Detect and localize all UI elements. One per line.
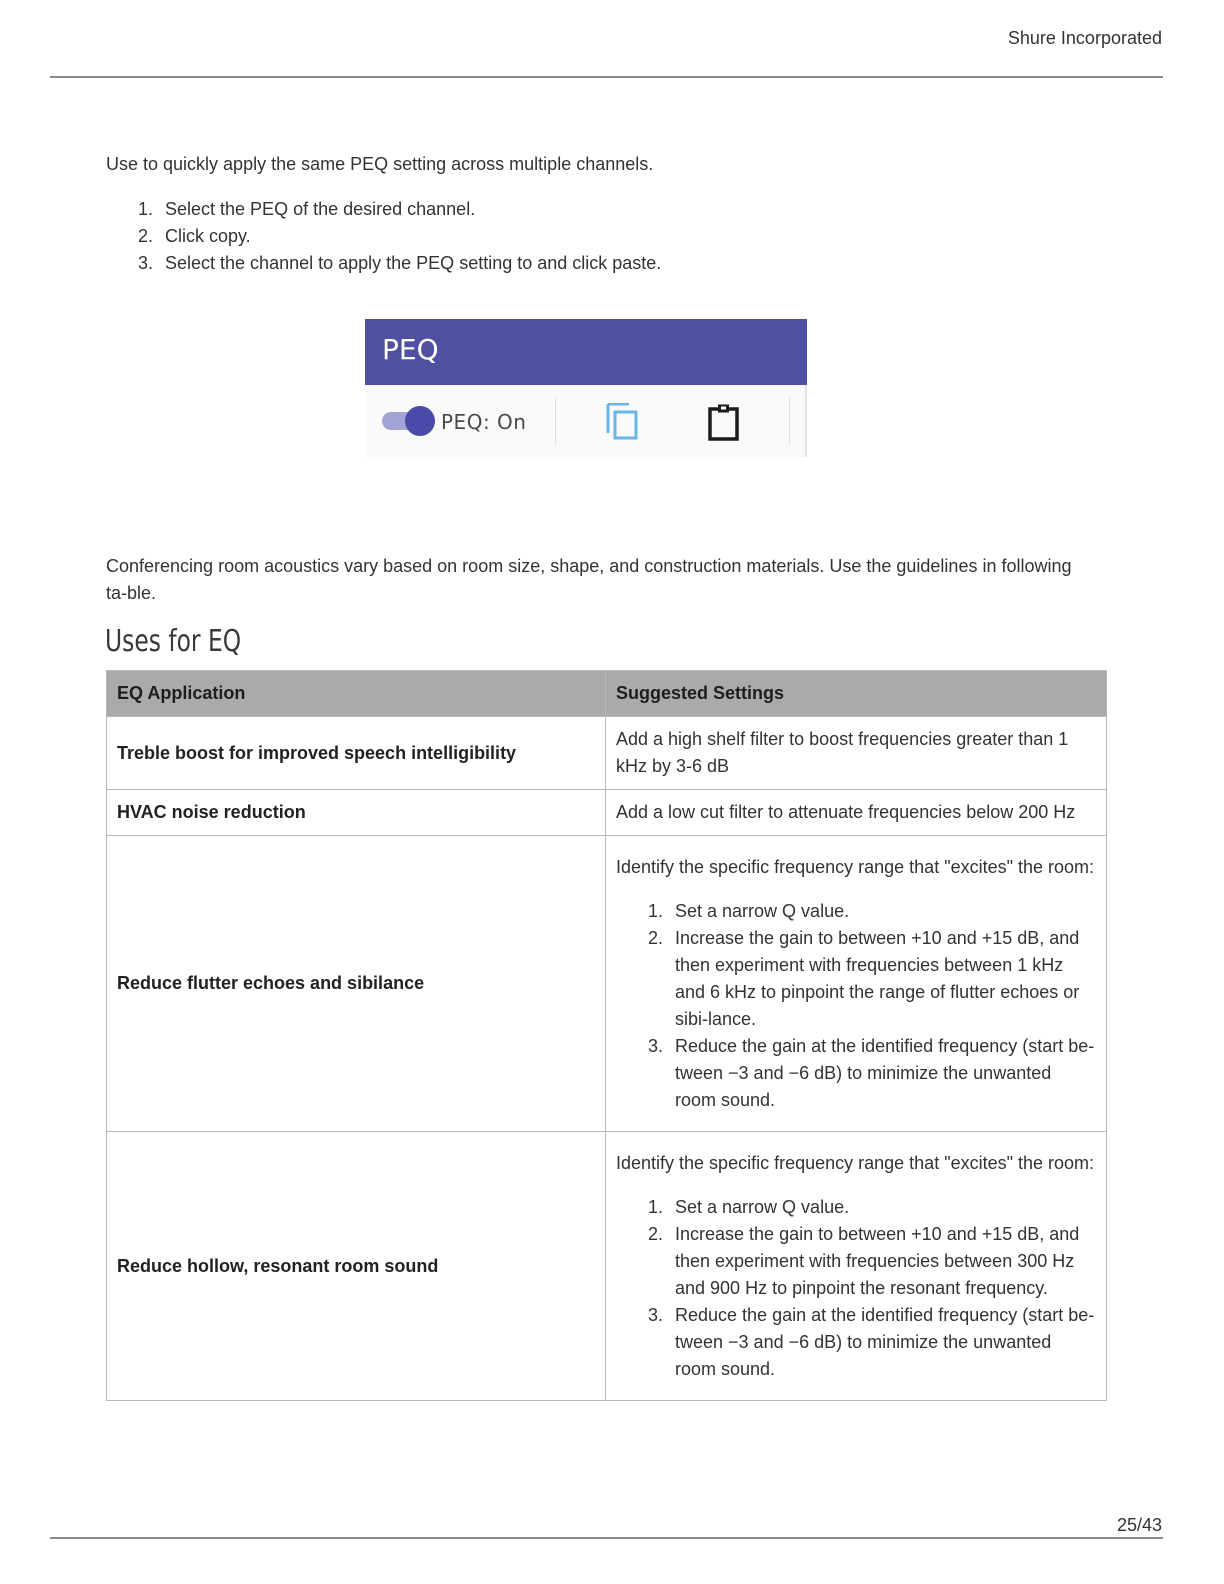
suggested-settings-cell: Add a high shelf filter to boost frequencies greater than 1 kHz by 3-6 dB: [606, 717, 1107, 790]
list-item: 2. Increase the gain to between +10 and +15 dB, and then experiment with frequencies between 300 Hz and 900 Hz to pinpoint the resonant frequency.: [648, 1223, 1080, 1298]
peq-header-bar: [365, 319, 807, 385]
peq-state-label: PEQ: On: [441, 410, 527, 434]
list-item: 3. Reduce the gain at the identified frequency (start be-tween −3 and −6 dB) to minimize the unwanted room sound.: [648, 1304, 1095, 1379]
toolbar-divider: [789, 397, 790, 445]
list-item: 3. Select the channel to apply the PEQ setting to and click paste.: [138, 253, 662, 273]
peq-widget-screenshot: [365, 319, 807, 457]
settings-steps: [616, 898, 1096, 1114]
footer-divider: [50, 1537, 1163, 1539]
list-item: 1. Set a narrow Q value.: [648, 900, 850, 921]
list-item: 2. Click copy.: [138, 226, 251, 246]
column-header-application: EQ Application: [107, 671, 606, 717]
copy-icon[interactable]: [605, 403, 641, 441]
table-row: [107, 790, 1107, 836]
header-divider: [50, 76, 1163, 78]
table-header-row: [107, 671, 1107, 717]
section-title: Uses for EQ: [105, 624, 242, 659]
eq-application-cell: Treble boost for improved speech intelligibility: [107, 717, 606, 790]
guidelines-text: Conferencing room acoustics vary based on room size, shape, and construction materials. Use the guidelines in following ta-ble.: [106, 556, 1072, 603]
list-item: 1. Set a narrow Q value.: [648, 1196, 850, 1217]
eq-application-cell: Reduce hollow, resonant room sound: [107, 1132, 606, 1401]
suggested-settings-cell: [606, 836, 1107, 1132]
table-row: [107, 717, 1107, 790]
peq-toggle-knob[interactable]: [405, 406, 435, 436]
list-item: 3. Reduce the gain at the identified frequency (start be-tween −3 and −6 dB) to minimize the unwanted room sound.: [648, 1035, 1095, 1110]
table-row: [107, 1132, 1107, 1401]
column-header-settings: Suggested Settings: [606, 671, 1107, 717]
list-item: 1. Select the PEQ of the desired channel.: [138, 199, 476, 219]
intro-text: Use to quickly apply the same PEQ setting across multiple channels.: [106, 154, 654, 174]
settings-steps: [616, 1194, 1096, 1383]
toolbar-divider: [555, 397, 556, 445]
paste-icon[interactable]: [707, 403, 741, 441]
table-row: [107, 836, 1107, 1132]
eq-application-cell: HVAC noise reduction: [107, 790, 606, 836]
page-number: 25/43: [1116, 1515, 1162, 1535]
peq-title: PEQ: [382, 333, 439, 366]
settings-intro: Identify the specific frequency range that "excites" the room:: [616, 856, 1095, 877]
suggested-settings-cell: [606, 1132, 1107, 1401]
list-item: 2. Increase the gain to between +10 and +15 dB, and then experiment with frequencies between 1 kHz and 6 kHz to pinpoint the range of flutter echoes or sibi-lance.: [648, 927, 1080, 1029]
intro-steps: [106, 196, 661, 277]
settings-intro: Identify the specific frequency range that "excites" the room:: [616, 1152, 1095, 1173]
eq-application-cell: Reduce flutter echoes and sibilance: [107, 836, 606, 1132]
header-company-name: Shure Incorporated: [1007, 28, 1162, 48]
peq-toolbar: [365, 385, 807, 457]
suggested-settings-cell: Add a low cut filter to attenuate frequencies below 200 Hz: [606, 790, 1107, 836]
eq-uses-table: [106, 670, 1107, 1401]
